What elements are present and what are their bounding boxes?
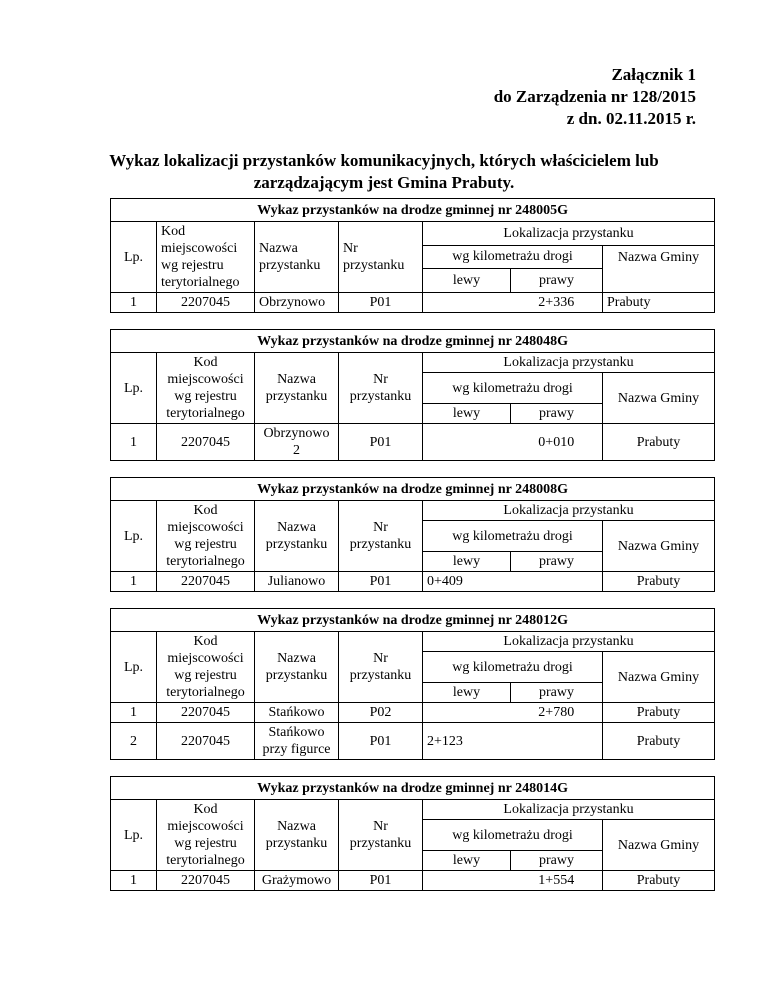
table-row [111,293,715,313]
cell-lewy [423,871,511,891]
cell-gmina: Prabuty [603,424,715,461]
header-km: wg kilometrażu drogi [423,521,603,552]
cell-lewy: 0+409 [423,572,511,592]
cell-line: terytorialnego [166,853,245,868]
table-row [111,424,715,461]
cell-nazwa [255,572,339,592]
header-km: wg kilometrażu drogi [423,373,603,404]
header-lewy: lewy [423,404,511,424]
cell-lewy [423,293,511,313]
cell-line: wg rejestru [174,836,237,851]
header-nr [339,800,423,871]
header-prawy: prawy [511,552,603,572]
header-km: wg kilometrażu drogi [423,652,603,683]
cell-line: Obrzynowo [259,295,326,310]
cell-line: Nazwa [277,651,316,666]
cell-line: Kod [193,355,218,370]
cell-line: wg rejestru [174,389,237,404]
cell-nr: P01 [339,871,423,891]
cell-line: terytorialnego [166,554,245,569]
cell-kod: 2207045 [157,424,255,461]
header-lewy: lewy [423,683,511,703]
header-lp: Lp. [111,501,157,572]
cell-line: przystanku [349,537,412,552]
header-gmina: Nazwa Gminy [603,521,715,572]
table-caption: Wykaz przystanków na drodze gminnej nr 248014G [111,777,715,800]
table-caption: Wykaz przystanków na drodze gminnej nr 248048G [111,330,715,353]
cell-lp: 1 [111,871,157,891]
header-nazwa [255,353,339,424]
annex-line-3: z dn. 02.11.2015 r. [566,109,696,128]
cell-kod: 2207045 [157,572,255,592]
cell-lp: 1 [111,703,157,723]
header-lp: Lp. [111,632,157,703]
header-lewy: lewy [423,851,511,871]
cell-line: Nazwa [277,819,316,834]
cell-line: Stańkowo [268,725,325,740]
stops-table [110,776,715,891]
cell-prawy: 2+780 [511,703,603,723]
cell-line: Nazwa [277,372,316,387]
cell-kod: 2207045 [157,723,255,760]
cell-line: Nr [373,819,388,834]
document-title-line-2: zarządzającym jest Gmina Prabuty. [253,173,515,192]
cell-nazwa [255,871,339,891]
header-nazwa [255,222,339,293]
header-lokalizacja: Lokalizacja przystanku [423,632,715,652]
header-lokalizacja: Lokalizacja przystanku [423,353,715,373]
cell-lewy [423,703,511,723]
cell-line: przy figurce [262,742,331,757]
table-caption: Wykaz przystanków na drodze gminnej nr 248008G [111,478,715,501]
cell-lewy: 2+123 [423,723,511,760]
table-row [111,703,715,723]
cell-nazwa [255,723,339,760]
cell-line: Nr [343,241,358,256]
cell-prawy: 0+010 [511,424,603,461]
cell-line: terytorialnego [161,275,240,290]
header-nr [339,222,423,293]
cell-line: przystanku [265,668,328,683]
cell-line: Nazwa [277,520,316,535]
header-nazwa [255,632,339,703]
cell-line: przystanku [259,258,321,273]
stops-table [110,608,715,760]
cell-line: przystanku [343,258,405,273]
header-lewy: lewy [423,552,511,572]
table-caption: Wykaz przystanków na drodze gminnej nr 248012G [111,609,715,632]
cell-line: Obrzynowo 2 [263,426,330,458]
cell-lewy [423,424,511,461]
header-kod [157,222,255,293]
cell-gmina: Prabuty [603,723,715,760]
header-nr [339,632,423,703]
cell-line: Kod [193,802,218,817]
table-row [111,723,715,760]
cell-line: przystanku [349,836,412,851]
header-gmina: Nazwa Gminy [603,373,715,424]
cell-line: Kod [193,634,218,649]
cell-lp: 1 [111,293,157,313]
cell-kod: 2207045 [157,293,255,313]
annex-line-1: Załącznik 1 [611,65,696,84]
header-lokalizacja: Lokalizacja przystanku [423,800,715,820]
cell-line: Kod [193,503,218,518]
header-km: wg kilometrażu drogi [423,820,603,851]
cell-line: Stańkowo [268,705,325,720]
header-lp: Lp. [111,222,157,293]
cell-nr: P01 [339,424,423,461]
cell-kod: 2207045 [157,703,255,723]
header-prawy: prawy [511,269,603,293]
table-caption: Wykaz przystanków na drodze gminnej nr 248005G [111,199,715,222]
stops-table [110,477,715,592]
cell-line: Nazwa [259,241,298,256]
header-lp: Lp. [111,353,157,424]
header-prawy: prawy [511,851,603,871]
cell-lp: 1 [111,572,157,592]
cell-nazwa [255,703,339,723]
cell-line: Grażymowo [261,873,332,888]
header-gmina: Nazwa Gminy [603,245,715,269]
cell-line: przystanku [265,389,328,404]
header-kod [157,632,255,703]
cell-gmina: Prabuty [603,703,715,723]
cell-line: terytorialnego [166,685,245,700]
header-nazwa [255,501,339,572]
cell-line: przystanku [349,668,412,683]
header-lp: Lp. [111,800,157,871]
cell-line: miejscowości [167,520,244,535]
document-title-line-1: Wykaz lokalizacji przystanków komunikacyjnych, których właścicielem lub [109,151,659,170]
cell-line: Kod [161,224,186,239]
cell-nr: P01 [339,572,423,592]
cell-line: Nr [373,520,388,535]
cell-gmina: Prabuty [603,572,715,592]
header-lokalizacja: Lokalizacja przystanku [423,501,715,521]
cell-line: Julianowo [267,574,326,589]
cell-line: wg rejestru [174,668,237,683]
cell-kod: 2207045 [157,871,255,891]
cell-line: miejscowości [167,651,244,666]
header-lokalizacja: Lokalizacja przystanku [423,222,715,246]
cell-lp: 2 [111,723,157,760]
annex-line-2: do Zarządzenia nr 128/2015 [493,87,696,106]
table-row [111,572,715,592]
cell-prawy: 2+336 [511,293,603,313]
annex-header [494,64,696,130]
header-gmina: Nazwa Gminy [603,652,715,703]
stops-table [110,329,715,461]
cell-line: wg rejestru [161,258,224,273]
header-kod [157,501,255,572]
header-kod [157,353,255,424]
cell-line: Nr [373,651,388,666]
header-prawy: prawy [511,404,603,424]
header-gmina: Nazwa Gminy [603,820,715,871]
cell-lp: 1 [111,424,157,461]
cell-line: Nr [373,372,388,387]
stop-tables [110,198,714,907]
header-nr [339,353,423,424]
cell-prawy: 1+554 [511,871,603,891]
cell-nr: P01 [339,723,423,760]
cell-prawy [511,723,603,760]
header-prawy: prawy [511,683,603,703]
cell-line: przystanku [265,537,328,552]
cell-nazwa [255,293,339,313]
cell-nr: P02 [339,703,423,723]
header-lewy: lewy [423,269,511,293]
cell-line: miejscowości [167,819,244,834]
cell-prawy [511,572,603,592]
stops-table [110,198,715,313]
cell-nr: P01 [339,293,423,313]
table-row [111,871,715,891]
header-km: wg kilometrażu drogi [423,245,603,269]
cell-line: terytorialnego [166,406,245,421]
header-kod [157,800,255,871]
cell-gmina: Prabuty [603,293,715,313]
cell-line: wg rejestru [174,537,237,552]
cell-gmina: Prabuty [603,871,715,891]
cell-line: miejscowości [167,372,244,387]
header-gmina-blank [603,269,715,293]
cell-nazwa [255,424,339,461]
header-nazwa [255,800,339,871]
header-nr [339,501,423,572]
document-title [60,150,708,194]
cell-line: przystanku [265,836,328,851]
cell-line: miejscowości [161,241,238,256]
cell-line: przystanku [349,389,412,404]
